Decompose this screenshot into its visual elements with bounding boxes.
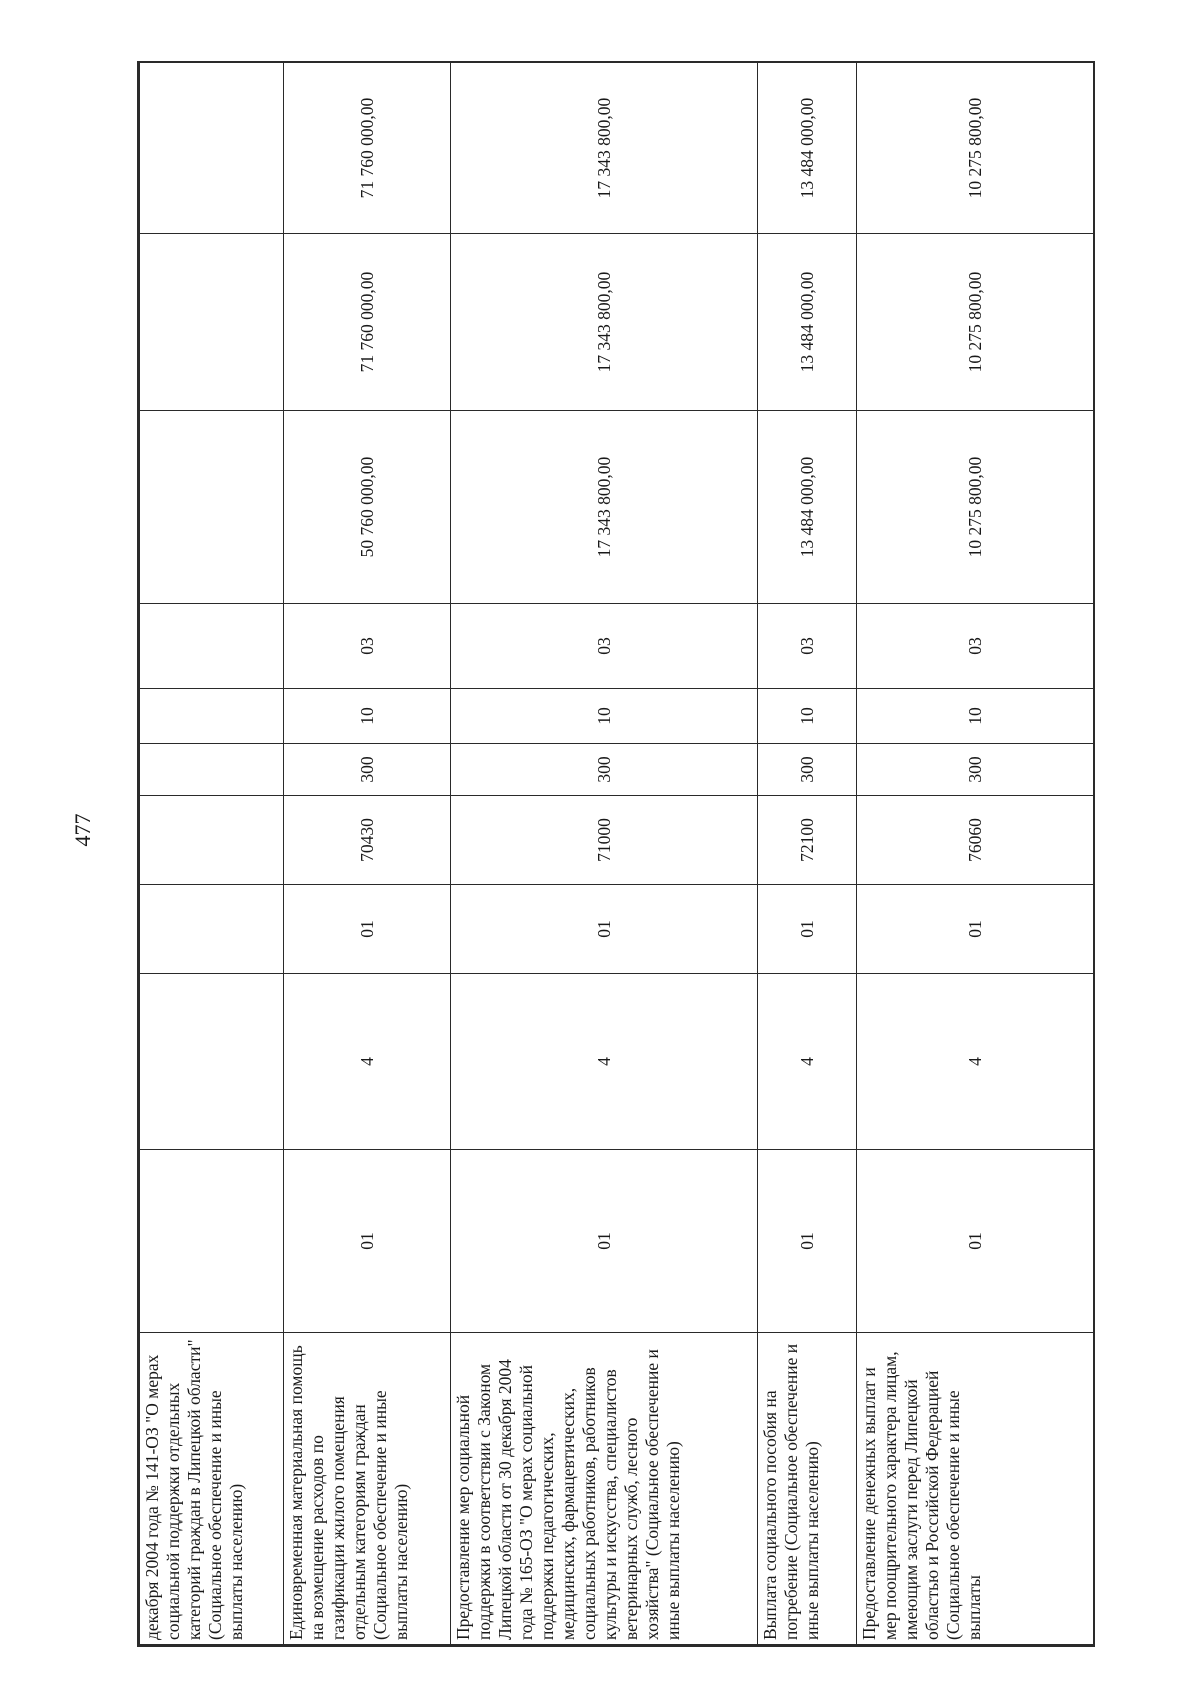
cell-grbs: 01 <box>857 1150 1094 1333</box>
cell-amount-3: 17 343 800,00 <box>451 63 758 234</box>
cell-rz: 4 <box>451 974 758 1150</box>
cell-amount-2: 13 484 000,00 <box>758 234 857 411</box>
cell-code1: 10 <box>758 689 857 744</box>
cell-vr: 300 <box>451 744 758 796</box>
cell-amount-2 <box>140 234 284 411</box>
cell-amount-3: 71 760 000,00 <box>284 63 451 234</box>
table-row <box>284 63 451 1645</box>
cell-amount-2: 10 275 800,00 <box>857 234 1094 411</box>
cell-code1: 10 <box>284 689 451 744</box>
cell-grbs <box>140 1150 284 1333</box>
cell-code2: 03 <box>758 604 857 689</box>
cell-grbs: 01 <box>451 1150 758 1333</box>
cell-code1 <box>140 689 284 744</box>
table-row <box>857 63 1094 1645</box>
cell-code1: 10 <box>451 689 758 744</box>
cell-code2: 03 <box>857 604 1094 689</box>
cell-pr: 01 <box>451 885 758 974</box>
cell-csr: 70430 <box>284 796 451 885</box>
row-description: Выплата социального пособия на погребение (Социальное обеспечение и иные выплаты населению) <box>758 1333 857 1645</box>
cell-amount-3 <box>140 63 284 234</box>
cell-grbs: 01 <box>284 1150 451 1333</box>
cell-amount-1: 50 760 000,00 <box>284 411 451 604</box>
cell-vr: 300 <box>284 744 451 796</box>
cell-amount-1: 13 484 000,00 <box>758 411 857 604</box>
cell-pr: 01 <box>758 885 857 974</box>
cell-vr: 300 <box>857 744 1094 796</box>
row-description: Предоставление денежных выплат и мер поощрительного характера лицам, имеющим заслуги перед Липецкой областью и Российской Федерацией (Социальное обеспечение и иные выплаты <box>857 1333 1094 1645</box>
cell-amount-1: 10 275 800,00 <box>857 411 1094 604</box>
row-description: Единовременная материальная помощь на возмещение расходов по газификации жилого помещения отдельным категориям граждан (Социальное обеспечение и иные выплаты населению) <box>284 1333 451 1645</box>
cell-rz: 4 <box>758 974 857 1150</box>
cell-amount-3: 13 484 000,00 <box>758 63 857 234</box>
cell-code2 <box>140 604 284 689</box>
budget-table-rotated <box>139 63 1093 1645</box>
cell-amount-3: 10 275 800,00 <box>857 63 1094 234</box>
table-row <box>451 63 758 1645</box>
cell-pr: 01 <box>857 885 1094 974</box>
cell-code2: 03 <box>451 604 758 689</box>
cell-pr <box>140 885 284 974</box>
row-description: Предоставление мер социальной поддержки в соответствии с Законом Липецкой области от 30 декабря 2004 года № 165-ОЗ "О мерах социальной поддержки педагогических, медицинских, фармацевтических, социальных работников, работников культуры и искусства, специалистов ветеринарных служб, лесного хозяйства" (Социальное обеспечение и иные выплаты населению) <box>451 1333 758 1645</box>
budget-table-frame <box>137 61 1095 1647</box>
cell-amount-1 <box>140 411 284 604</box>
cell-rz <box>140 974 284 1150</box>
budget-table <box>139 62 1094 1645</box>
cell-csr: 71000 <box>451 796 758 885</box>
cell-amount-2: 17 343 800,00 <box>451 234 758 411</box>
table-row <box>758 63 857 1645</box>
cell-csr <box>140 796 284 885</box>
cell-grbs: 01 <box>758 1150 857 1333</box>
cell-pr: 01 <box>284 885 451 974</box>
cell-vr: 300 <box>758 744 857 796</box>
cell-amount-1: 17 343 800,00 <box>451 411 758 604</box>
cell-rz: 4 <box>857 974 1094 1150</box>
cell-amount-2: 71 760 000,00 <box>284 234 451 411</box>
page-number: 477 <box>70 813 95 847</box>
row-description: декабря 2004 года № 141-ОЗ "О мерах социальной поддержки отдельных категорий граждан в Липецкой области" (Социальное обеспечение и иные выплаты населению) <box>140 1333 284 1645</box>
cell-code2: 03 <box>284 604 451 689</box>
cell-csr: 76060 <box>857 796 1094 885</box>
cell-csr: 72100 <box>758 796 857 885</box>
table-row <box>140 63 284 1645</box>
cell-rz: 4 <box>284 974 451 1150</box>
cell-code1: 10 <box>857 689 1094 744</box>
cell-vr <box>140 744 284 796</box>
